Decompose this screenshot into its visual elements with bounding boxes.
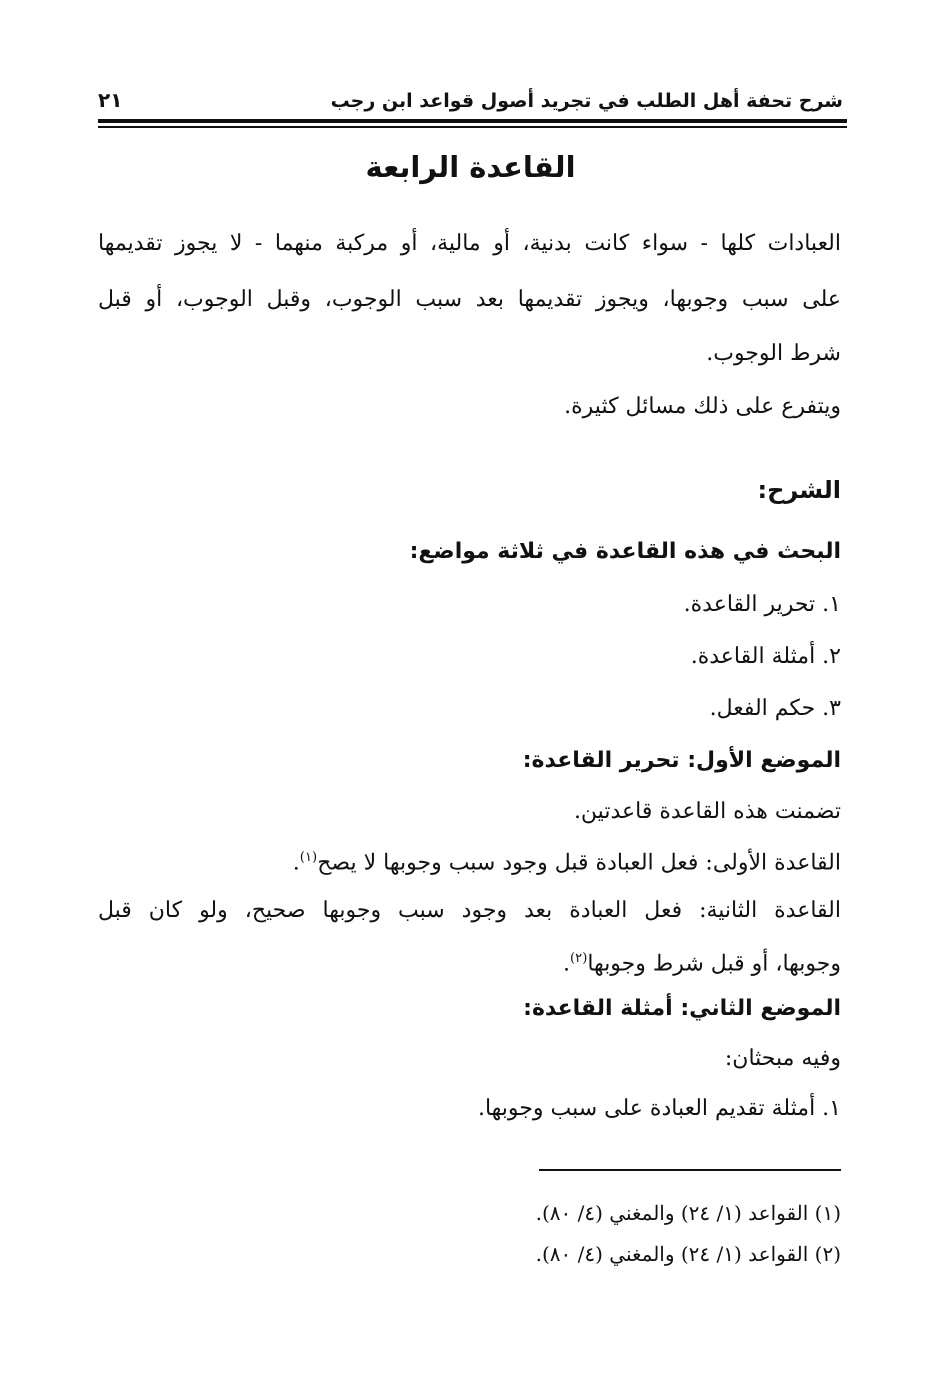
header-title: شرح تحفة أهل الطلب في تجريد أصول قواعد ابن رجب: [330, 90, 843, 112]
list-item-1: ١. تحرير القاعدة.: [683, 592, 841, 617]
header-rule-thin: [98, 126, 847, 128]
footnote-ref-2[interactable]: (٢): [569, 951, 588, 966]
footnote-ref-1[interactable]: (١): [299, 850, 318, 865]
rule1-text: فعل العبادة قبل وجود سبب وجوبها لا يصح: [317, 850, 706, 876]
rule1-line: القاعدة الأولى: فعل العبادة قبل وجود سبب وجوبها لا يصح$^{(١)}$.: [292, 850, 841, 876]
list-item-2: ٢. أمثلة القاعدة.: [690, 644, 841, 669]
list-item-3: ٣. حكم الفعل.: [709, 696, 841, 721]
second-section-heading: الموضع الثاني: أمثلة القاعدة:: [523, 996, 841, 1021]
first-section-intro: تضمنت هذه القاعدة قاعدتين.: [573, 799, 841, 824]
footnote-separator: [539, 1169, 841, 1171]
sharh-intro: البحث في هذه القاعدة في ثلاثة مواضع:: [409, 539, 841, 564]
first-section-heading: الموضع الأول: تحرير القاعدة:: [522, 748, 841, 773]
running-header: [98, 82, 843, 112]
header-rule-thick: [98, 119, 847, 123]
rule2-line-2: وجوبها، أو قبل شرط وجوبها$^{(٢)}$.: [562, 951, 841, 977]
page-number: ٢١: [98, 88, 123, 112]
rule1-label: القاعدة الأولى:: [705, 850, 841, 876]
rule2-label: القاعدة الثانية:: [699, 898, 841, 923]
sharh-heading: الشرح:: [757, 476, 841, 504]
rule-text-line-3: شرط الوجوب.: [706, 341, 841, 366]
rule-text-line-2: على سبب وجوبها، ويجوز تقديمها بعد سبب الوجوب، وقبل الوجوب، أو قبل: [98, 287, 841, 312]
footnote-1: (١) القواعد (١/ ٢٤) والمغني (٤/ ٨٠).: [535, 1201, 841, 1225]
rule-branch: ويتفرع على ذلك مسائل كثيرة.: [564, 394, 841, 419]
second-section-intro: وفيه مبحثان:: [724, 1046, 841, 1071]
rule2-text-1: فعل العبادة بعد وجود سبب وجوبها صحيح، ولو كان قبل: [98, 898, 700, 923]
footnote-2: (٢) القواعد (١/ ٢٤) والمغني (٤/ ٨٠).: [535, 1242, 841, 1266]
rule2-line-1: [98, 895, 841, 927]
rule-title: القاعدة الرابعة: [365, 150, 576, 184]
rule-text-line-1: العبادات كلها - سواء كانت بدنية، أو مالية، أو مركبة منهما - لا يجوز تقديمها: [98, 231, 841, 256]
rule2-text-2: وجوبها، أو قبل شرط وجوبها: [587, 951, 841, 977]
second-section-item-1: ١. أمثلة تقديم العبادة على سبب وجوبها.: [477, 1096, 841, 1121]
